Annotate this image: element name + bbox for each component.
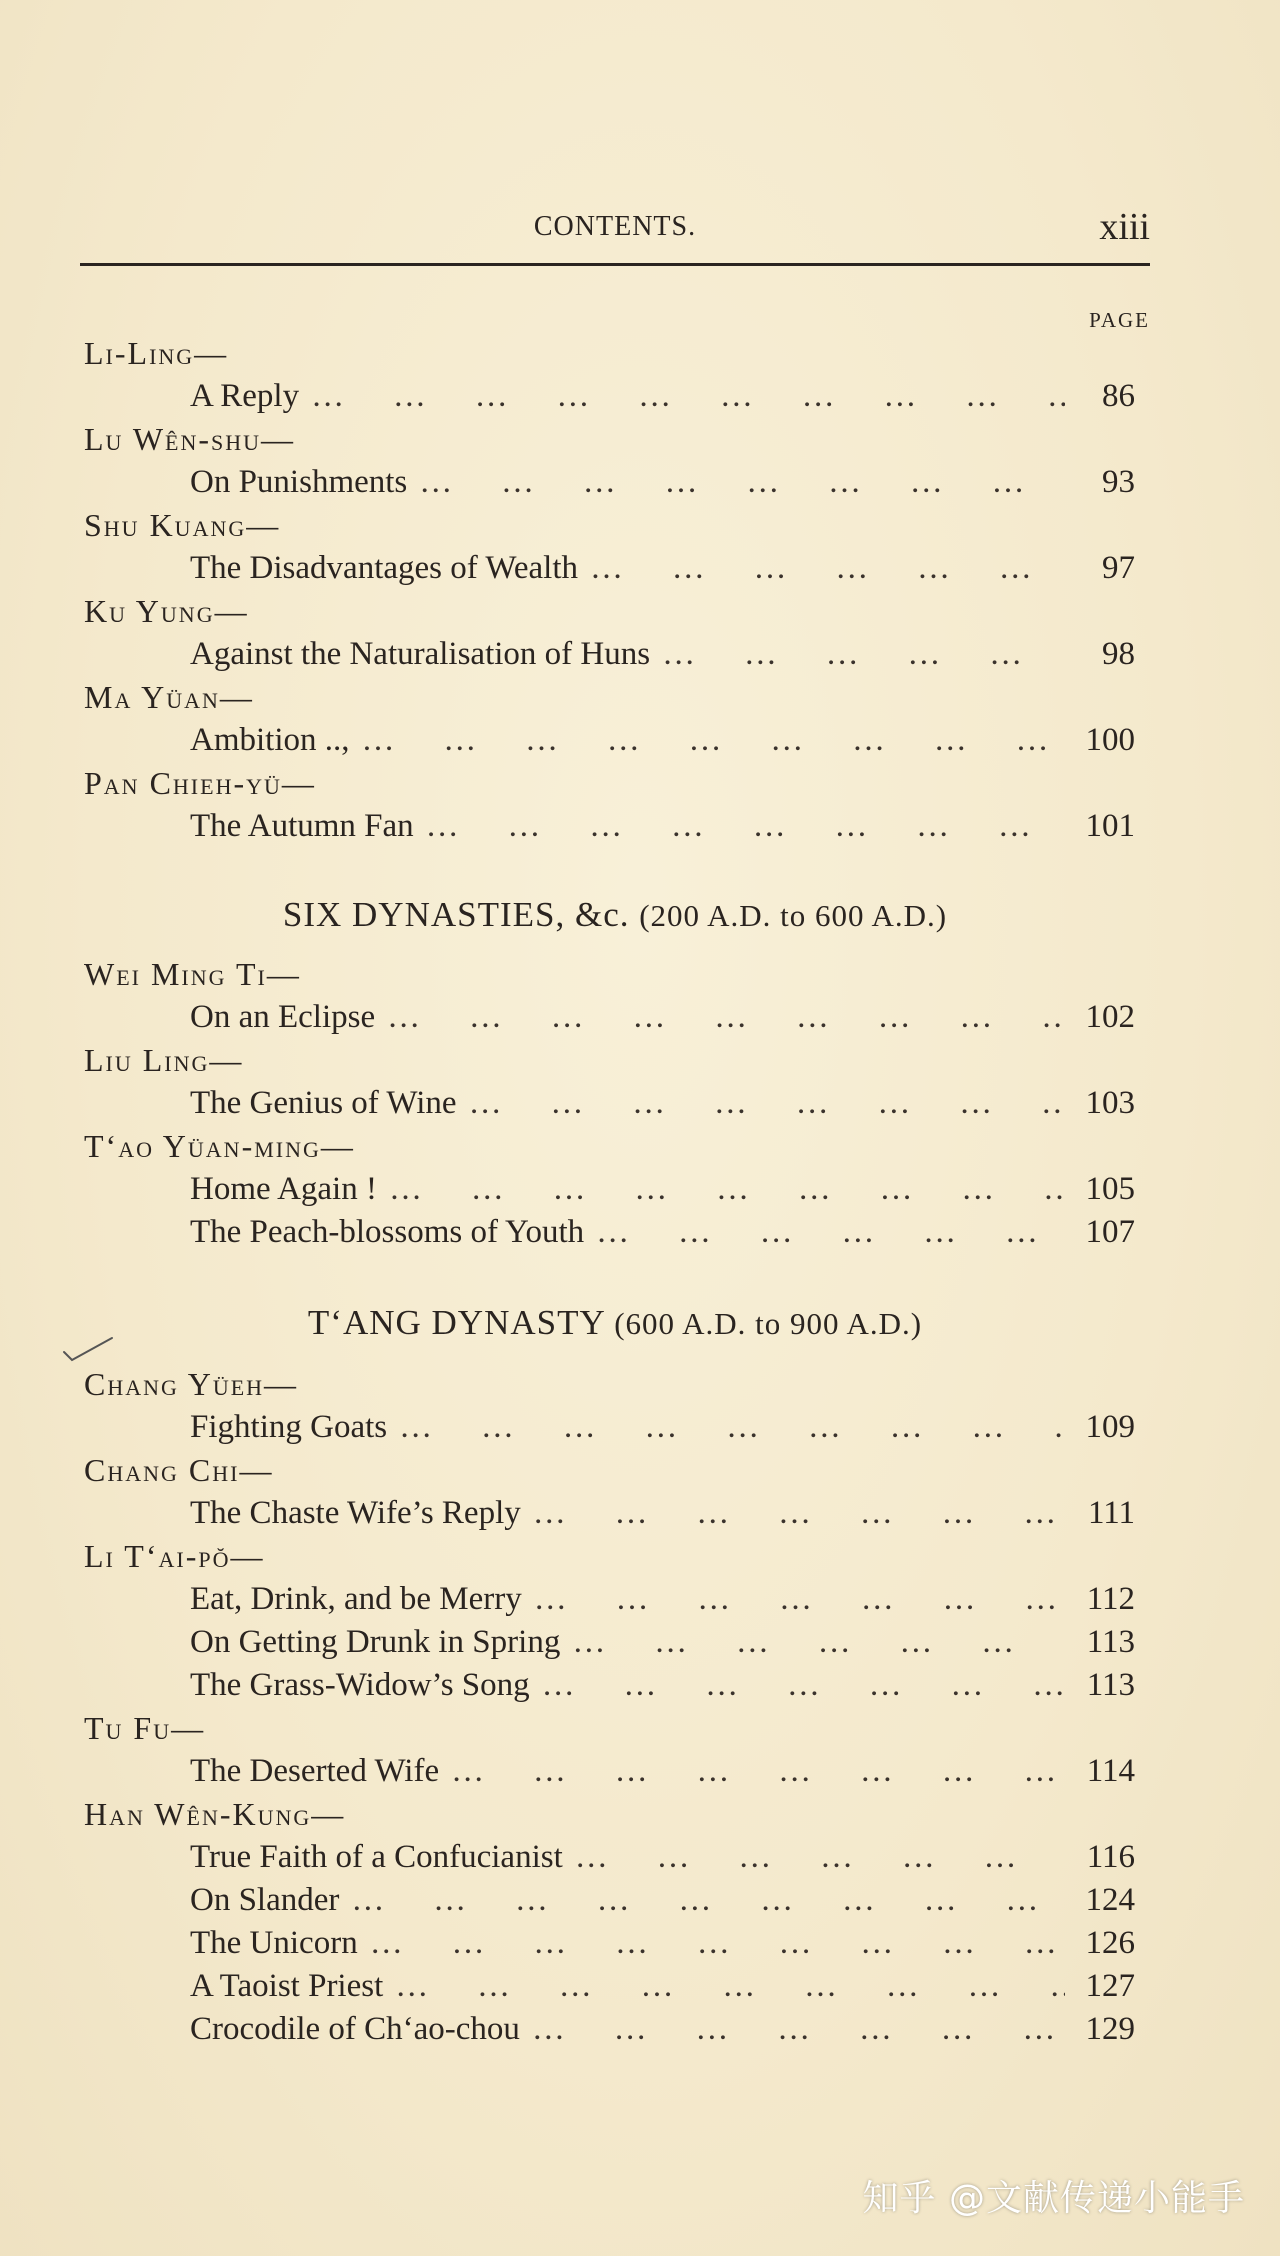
dot-leader xyxy=(596,1211,1065,1254)
entry-page: 109 xyxy=(1085,1409,1135,1445)
section-heading-text: SIX DYNASTIES, &c. xyxy=(282,895,630,934)
toc-author: Chang Chi— xyxy=(84,1452,274,1488)
page-column-label: PAGE xyxy=(1089,308,1150,332)
entry-title: Eat, Drink, and be Merry xyxy=(190,1581,522,1617)
toc-entry[interactable] xyxy=(80,547,1150,590)
toc-author: Tu Fu— xyxy=(84,1710,206,1746)
section-heading-tang-dynasty xyxy=(80,1303,1150,1343)
dot-leader xyxy=(419,461,1065,504)
entry-page: 101 xyxy=(1085,808,1135,844)
entry-page: 111 xyxy=(1087,1495,1135,1531)
entry-title: The Genius of Wine xyxy=(190,1085,457,1121)
page-number: xiii xyxy=(1099,206,1150,248)
dot-leader xyxy=(370,1922,1065,1965)
entry-page: 103 xyxy=(1085,1085,1135,1121)
header-rule xyxy=(80,263,1150,266)
entry-page: 97 xyxy=(1102,550,1135,586)
entry-page: 113 xyxy=(1086,1667,1135,1703)
entry-page: 126 xyxy=(1085,1925,1135,1961)
entry-page: 86 xyxy=(1102,378,1135,414)
section-heading-range: (600 A.D. to 900 A.D.) xyxy=(614,1306,923,1341)
toc-author: Liu Ling— xyxy=(84,1042,244,1078)
entry-title: On Slander xyxy=(190,1882,340,1918)
entry-page: 100 xyxy=(1085,722,1135,758)
dot-leader xyxy=(532,2008,1065,2051)
dot-leader xyxy=(387,996,1065,1039)
toc-entry[interactable] xyxy=(80,1879,1150,1922)
dot-leader xyxy=(351,1879,1065,1922)
dot-leader xyxy=(451,1750,1065,1793)
dot-leader xyxy=(662,633,1065,676)
toc-entry[interactable] xyxy=(80,996,1150,1039)
entry-title: The Chaste Wife’s Reply xyxy=(190,1495,521,1531)
dot-leader xyxy=(469,1082,1065,1125)
dot-leader xyxy=(533,1492,1065,1535)
entry-title: The Unicorn xyxy=(190,1925,358,1961)
toc-entry[interactable] xyxy=(80,1836,1150,1879)
toc-entry[interactable] xyxy=(80,1578,1150,1621)
dot-leader xyxy=(389,1168,1065,1211)
toc-author: Ma Yüan— xyxy=(84,679,254,715)
entry-page: 114 xyxy=(1086,1753,1135,1789)
toc-author: Shu Kuang— xyxy=(84,507,281,543)
entry-title: The Grass-Widow’s Song xyxy=(190,1667,530,1703)
toc-entry[interactable] xyxy=(80,1965,1150,2008)
watermark: 知乎 @文献传递小能手 xyxy=(862,2178,1245,2219)
running-title: CONTENTS. xyxy=(533,211,697,242)
entry-title: A Reply xyxy=(190,378,300,414)
toc-entry[interactable] xyxy=(80,1922,1150,1965)
entry-title: True Faith of a Confucianist xyxy=(190,1839,563,1875)
entry-title: The Peach-blossoms of Youth xyxy=(190,1214,585,1250)
toc-author: Pan Chieh-yü— xyxy=(84,765,316,801)
entry-title: The Autumn Fan xyxy=(190,808,414,844)
toc-entry[interactable] xyxy=(80,1211,1150,1254)
entry-title: Ambition .., xyxy=(190,722,350,758)
toc-author: Chang Yüeh— xyxy=(84,1366,299,1402)
dot-leader xyxy=(575,1836,1065,1879)
toc-entry[interactable] xyxy=(80,461,1150,504)
entry-title: On Getting Drunk in Spring xyxy=(190,1624,561,1660)
toc-entry[interactable] xyxy=(80,805,1150,848)
toc-author: Ku Yung— xyxy=(84,593,249,629)
dot-leader xyxy=(395,1965,1065,2008)
dot-leader xyxy=(399,1406,1065,1449)
section-heading-text: T‘ANG DYNASTY xyxy=(307,1303,605,1342)
dot-leader xyxy=(590,547,1065,590)
toc-author: Lu Wên-shu— xyxy=(84,421,296,457)
entry-page: 98 xyxy=(1102,636,1135,672)
entry-page: 129 xyxy=(1085,2011,1135,2047)
entry-title: Fighting Goats xyxy=(190,1409,388,1445)
entry-page: 93 xyxy=(1102,464,1135,500)
toc-entry[interactable] xyxy=(80,719,1150,762)
toc-entry[interactable] xyxy=(80,1664,1150,1707)
toc-entry[interactable] xyxy=(80,2008,1150,2051)
toc-entry[interactable] xyxy=(80,1168,1150,1211)
dot-leader xyxy=(534,1578,1065,1621)
toc-entry[interactable] xyxy=(80,1492,1150,1535)
entry-page: 127 xyxy=(1085,1968,1135,2004)
entry-title: Home Again ! xyxy=(190,1171,377,1207)
toc-entry[interactable] xyxy=(80,1750,1150,1793)
toc-author: Wei Ming Ti— xyxy=(84,956,301,992)
entry-page: 105 xyxy=(1085,1171,1135,1207)
entry-page: 116 xyxy=(1086,1839,1135,1875)
toc-entry[interactable] xyxy=(80,375,1150,418)
entry-title: Against the Naturalisation of Huns xyxy=(190,636,651,672)
entry-page: 112 xyxy=(1086,1581,1135,1617)
section-heading-six-dynasties xyxy=(80,895,1150,935)
toc-author: T‘ao Yüan-ming— xyxy=(84,1128,355,1164)
entry-page: 102 xyxy=(1085,999,1135,1035)
dot-leader xyxy=(426,805,1065,848)
dot-leader xyxy=(362,719,1065,762)
toc-entry[interactable] xyxy=(80,1406,1150,1449)
toc-section-han xyxy=(80,332,1150,848)
entry-page: 113 xyxy=(1086,1624,1135,1660)
dot-leader xyxy=(542,1664,1065,1707)
toc-author: Li T‘ai-pŏ— xyxy=(84,1538,265,1574)
toc-entry[interactable] xyxy=(80,1621,1150,1664)
section-heading-range: (200 A.D. to 600 A.D.) xyxy=(639,898,948,933)
toc-author: Li-Ling— xyxy=(84,335,229,371)
entry-title: Crocodile of Ch‘ao-chou xyxy=(190,2011,520,2047)
entry-page: 124 xyxy=(1085,1882,1135,1918)
toc-author: Han Wên-Kung— xyxy=(84,1796,346,1832)
toc-entry[interactable] xyxy=(80,633,1150,676)
entry-title: On an Eclipse xyxy=(190,999,376,1035)
entry-title: The Deserted Wife xyxy=(190,1753,440,1789)
dot-leader xyxy=(311,375,1065,418)
entry-title: The Disadvantages of Wealth xyxy=(190,550,579,586)
dot-leader xyxy=(572,1621,1065,1664)
toc-section-six-dynasties xyxy=(80,953,1150,1254)
toc-entry[interactable] xyxy=(80,1082,1150,1125)
entry-page: 107 xyxy=(1085,1214,1135,1250)
toc-section-tang xyxy=(80,1363,1150,2051)
entry-title: On Punishments xyxy=(190,464,408,500)
running-head xyxy=(80,205,1150,255)
entry-title: A Taoist Priest xyxy=(190,1968,384,2004)
